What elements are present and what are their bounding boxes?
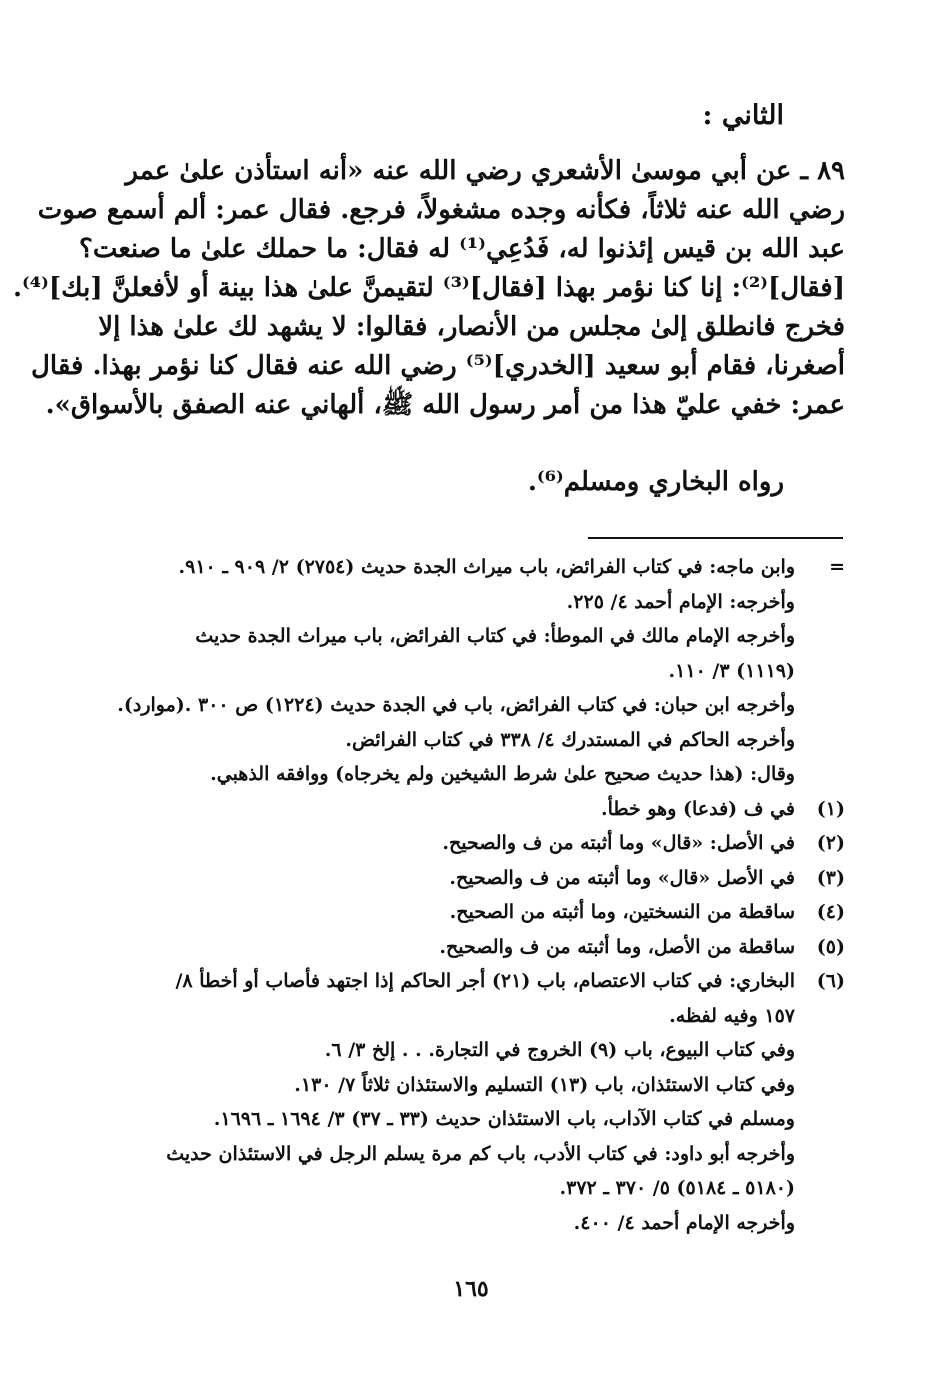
footnote-line: وأخرجه الإمام مالك في الموطأ: في كتاب الفرائض، باب ميراث الجدة حديث [195,625,795,647]
footnote-line: في الأصل «قال» وما أثبته من ف والصحيح. [449,866,795,889]
footnote-line: في الأصل: «قال» وما أثبته من ف والصحيح. [442,832,795,854]
footnote-separator [588,537,843,539]
footnote-line: (١١١٩) ٣/ ١١٠. [668,659,795,682]
footnote-line: وفي كتاب البيوع، باب (٩) الخروج في التجارة. . . إلخ ٣/ ٦. [324,1039,795,1061]
footnote-6-continuation [95,1033,845,1240]
footnote-line: ١٥٧ وفيه لفظه. [669,1004,795,1027]
page-number: ١٦٥ [453,1276,489,1302]
footnote-line: في ف (فدعا) وهو خطأ. [601,797,795,820]
hadith-line: فخرج فانطلق إلىٰ مجلس من الأنصار، فقالوا: لا يشهد لك علىٰ هذا إلا [98,312,845,342]
hadith-line: عبد الله بن قيس إئذنوا له، فَدُعِي⁽¹⁾ له فقال: ما حملك علىٰ ما صنعت؟ [79,234,845,264]
footnote-line: وأخرجه: الإمام أحمد ٤/ ٢٢٥. [566,590,795,613]
footnote-line: وأخرجه الحاكم في المستدرك ٤/ ٣٣٨ في كتاب الفرائض. [345,728,795,751]
hadith-line: عمر: خفي عليّ هذا من أمر رسول الله ﷺ، ألهاني عنه الصفق بالأسواق». [45,390,845,420]
footnote-number: (٢) [816,832,845,854]
footnote-line: وقال: (هذا حديث صحيح علىٰ شرط الشيخين ولم يخرجاه) ووافقه الذهبي. [210,763,795,785]
footnote-line: (٥١٨٠ ـ ٥١٨٤) ٥/ ٣٧٠ ـ ٣٧٢. [559,1177,795,1199]
hadith-line: [فقال]⁽²⁾: إنا كنا نؤمر بهذا [فقال]⁽³⁾ لتقيمنَّ علىٰ هذا بينة أو لأفعلنَّ [بك]⁽⁴⁾. [12,273,845,303]
continuation-marker: = [829,556,845,578]
footnote-line: وابن ماجه: في كتاب الفرائض، باب ميراث الجدة حديث (٢٧٥٤) ٢/ ٩٠٩ ـ ٩١٠. [178,556,795,578]
footnote-number: (٣) [816,866,845,889]
footnote-number: (٤) [816,901,845,923]
footnote-line: وأخرجه أبو داود: في كتاب الأدب، باب كم مرة يسلم الرجل في الاستئذان حديث [166,1142,795,1165]
footnote-line: ومسلم في كتاب الآداب، باب الاستئذان حديث (٣٣ ـ ٣٧) ٣/ ١٦٩٤ ـ ١٦٩٦. [213,1108,795,1130]
footnote-line: ساقطة من الأصل، وما أثبته من ف والصحيح. [439,935,795,958]
footnote-1 [95,792,845,827]
hadith-line: رضي الله عنه ثلاثاً، فكأنه وجده مشغولاً، فرجع. فقال عمر: ألم أسمع صوت [37,195,845,225]
footnote-line: البخاري: في كتاب الاعتصام، باب (٢١) أجر الحاكم إذا اجتهد فأصاب أو أخطأ ٨/ [175,970,795,992]
section-heading: الثاني : [702,100,784,131]
footnote-number: (٦) [816,970,845,992]
footnote-2 [95,826,845,861]
hadith-line: أصغرنا، فقام أبو سعيد [الخدري]⁽⁵⁾ رضي الله عنه فقال كنا نؤمر بهذا. فقال [31,351,845,381]
hadith-line: ٨٩ ـ عن أبي موسىٰ الأشعري رضي الله عنه «أنه استأذن علىٰ عمر [125,156,845,186]
footnote-4 [95,895,845,930]
footnote-6 [95,964,845,1033]
footnote-number: (٥) [816,935,845,958]
footnotes-section [95,550,845,1240]
footnote-5 [95,930,845,965]
footnote-number: (١) [816,797,845,820]
footnote-continuation [95,550,845,792]
footnote-line: ساقطة من النسختين، وما أثبته من الصحيح. [449,901,795,923]
narration-source: رواه البخاري ومسلم⁽⁶⁾. [527,467,784,497]
footnote-3 [95,861,845,896]
footnote-line: وفي كتاب الاستئذان، باب (١٣) التسليم والاستئذان ثلاثاً ٧/ ١٣٠. [294,1073,795,1096]
hadith-text [12,152,845,425]
footnote-line: وأخرجه الإمام أحمد ٤/ ٤٠٠. [573,1211,795,1234]
footnote-line: وأخرجه ابن حبان: في كتاب الفرائض، باب في الجدة حديث (١٢٢٤) ص ٣٠٠ .(موارد). [117,694,795,716]
